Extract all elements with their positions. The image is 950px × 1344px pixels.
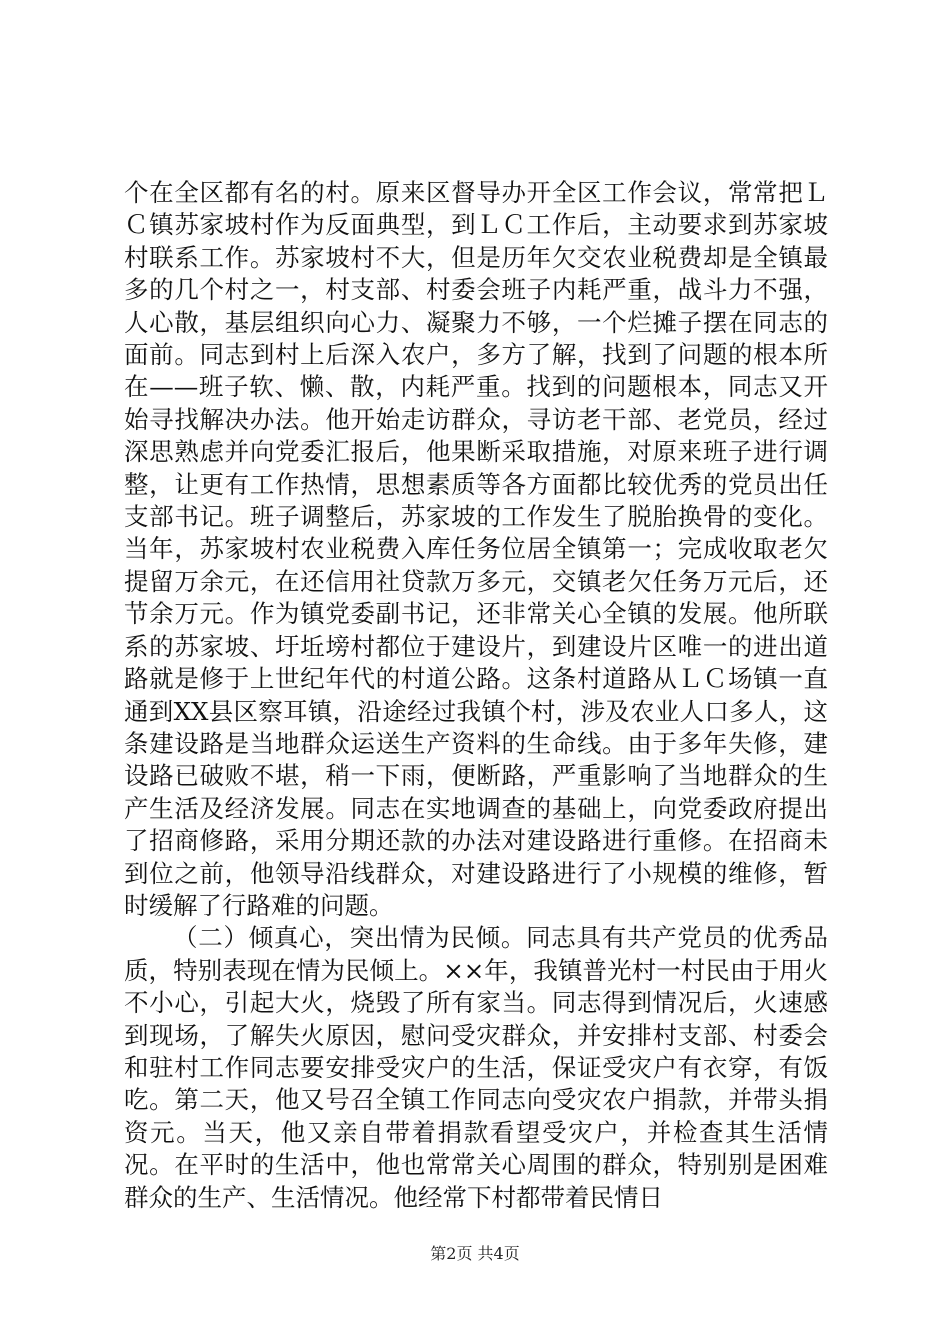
paragraph-section-two: （二）倾真心，突出情为民倾。同志具有共产党员的优秀品质，特别表现在情为民倾上。××年，我镇普光村一村民由于用火不小心，引起大火，烧毁了所有家当。同志得到情况后，火速感到现场，了解失火原因，慰问受灾群众，并安排村支部、村委会和驻村工作同志要安排受灾户的生活，保证受灾户有衣穿，有饭吃。第二天，他又号召全镇工作同志向受灾农户捐款，并带头捐资元。当天，他又亲自带着捐款看望受灾户，并检查其生活情况。在平时的生活中，他也常常关心周围的群众，特别别是困难群众的生产、生活情况。他经常下村都带着民情日 bbox=[124, 923, 828, 1212]
document-body bbox=[124, 177, 828, 1214]
paragraph-continued: 个在全区都有名的村。原来区督导办开全区工作会议，常常把ＬＣ镇苏家坡村作为反面典型，到ＬＣ工作后，主动要求到苏家坡村联系工作。苏家坡村不大，但是历年欠交农业税费却是全镇最多的几个村之一，村支部、村委会班子内耗严重，战斗力不强，人心散，基层组织向心力、凝聚力不够，一个烂摊子摆在同志的面前。同志到村上后深入农户，多方了解，找到了问题的根本所在——班子软、懒、散，内耗严重。找到的问题根本，同志又开始寻找解决办法。他开始走访群众，寻访老干部、老党员，经过深思熟虑并向党委汇报后，他果断采取措施，对原来班子进行调整，让更有工作热情，思想素质等各方面都比较优秀的党员出任支部书记。班子调整后，苏家坡的工作发生了脱胎换骨的变化。当年，苏家坡村农业税费入库任务位居全镇第一；完成收取老欠提留万余元，在还信用社贷款万多元，交镇老欠任务万元后，还节余万元。作为镇党委副书记，还非常关心全镇的发展。他所联系的苏家坡、圩坵塝村都位于建设片，到建设片区唯一的进出道路就是修于上世纪年代的村道公路。这条村道路从ＬＣ场镇一直通到XX县区察耳镇，沿途经过我镇个村，涉及农业人口多人，这条建设路是当地群众运送生产资料的生命线。由于多年失修，建设路已破败不堪，稍一下雨，便断路，严重影响了当地群众的生产生活及经济发展。同志在实地调查的基础上，向党委政府提出了招商修路，采用分期还款的办法对建设路进行重修。在招商未到位之前，他领导沿线群众，对建设路进行了小规模的维修，暂时缓解了行路难的问题。 bbox=[124, 178, 828, 920]
page-footer bbox=[0, 1244, 950, 1264]
page-number-label: 第2页 共4页 bbox=[430, 1244, 520, 1263]
